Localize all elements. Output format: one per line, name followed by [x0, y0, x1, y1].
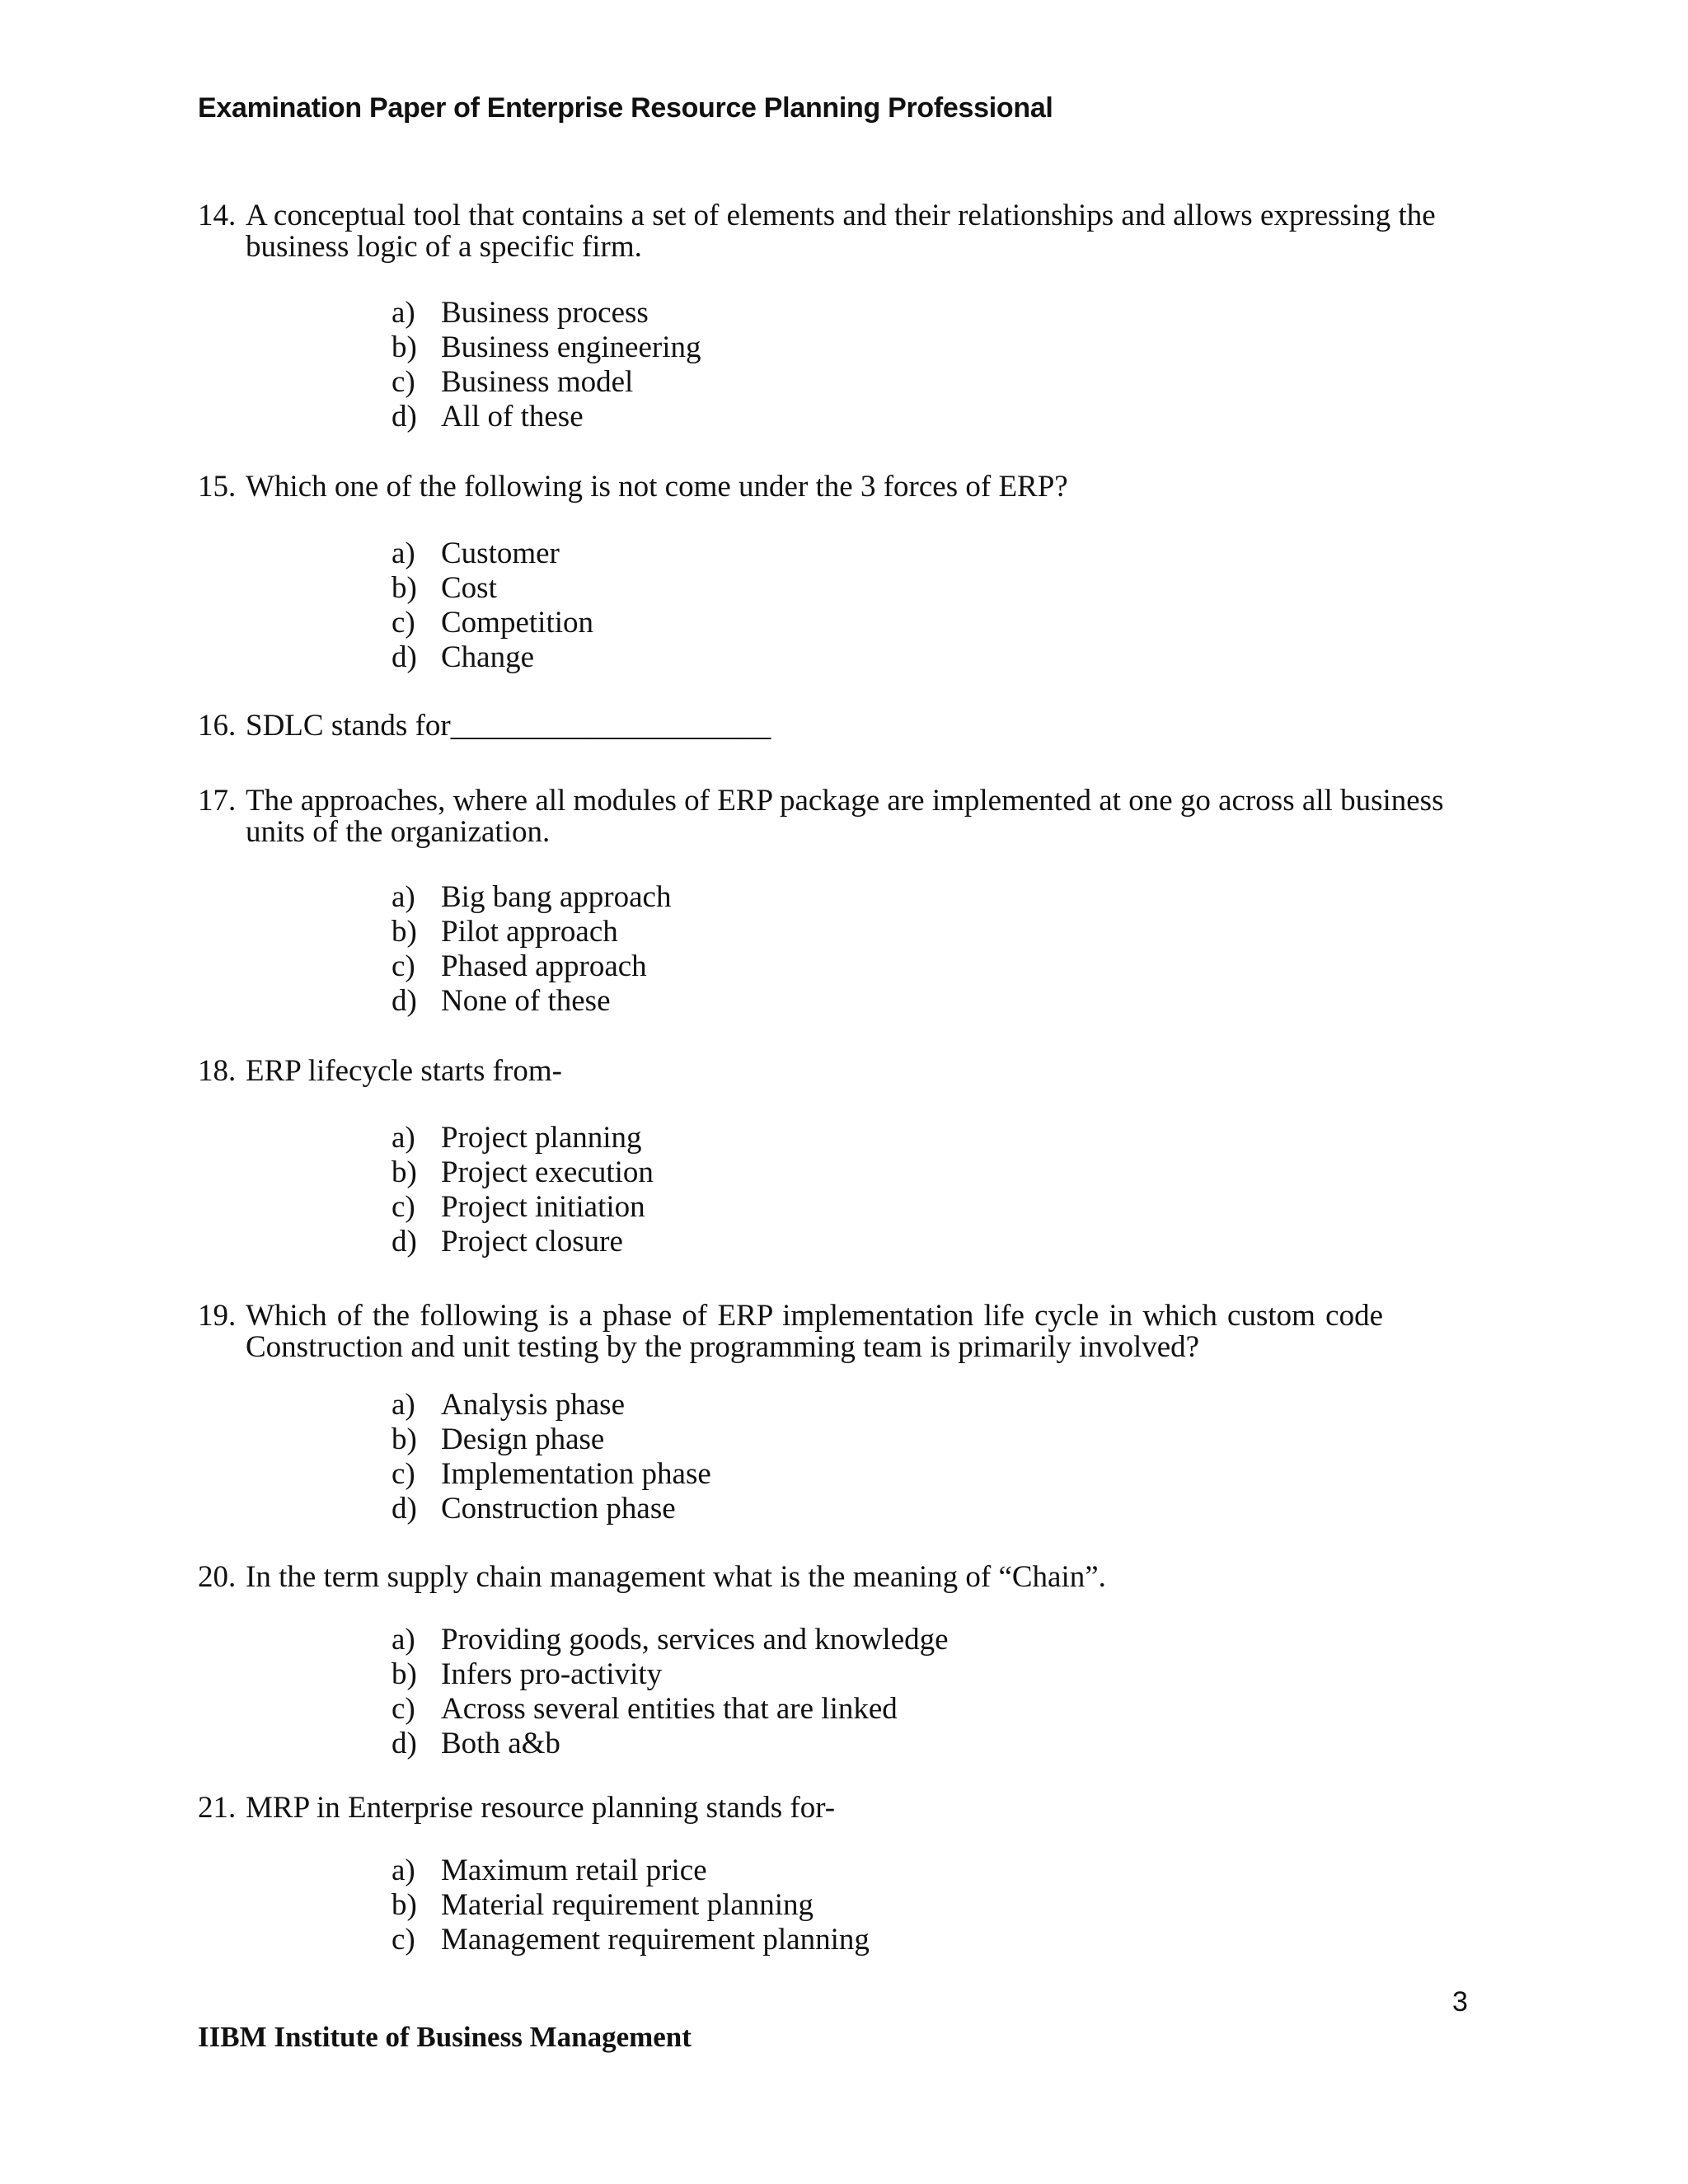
option-letter: c)	[392, 365, 415, 399]
option-text: Business engineering	[441, 330, 701, 364]
option-text: Implementation phase	[441, 1457, 711, 1491]
option-text: Management requirement planning	[441, 1923, 870, 1957]
question-text: ERP lifecycle starts from-	[246, 1054, 562, 1088]
question-number: 19.	[198, 1299, 237, 1333]
question-20	[198, 1562, 1451, 1593]
option-text: Phased approach	[441, 949, 647, 983]
page-header-title: Examination Paper of Enterprise Resource Planning Professional	[198, 92, 1053, 124]
option-text: Construction phase	[441, 1492, 676, 1526]
question-number: 17.	[198, 784, 237, 818]
option-letter: b)	[392, 1888, 417, 1922]
option-text: Big bang approach	[441, 880, 672, 914]
option-letter: b)	[392, 571, 417, 605]
question-21	[198, 1793, 1451, 1824]
option-text: Analysis phase	[441, 1388, 625, 1422]
question-number: 14.	[198, 199, 237, 232]
option-text: Change	[441, 640, 535, 674]
option-text: All of these	[441, 400, 584, 434]
option-text: Design phase	[441, 1422, 605, 1456]
option-text: Project execution	[441, 1155, 654, 1189]
option-letter: c)	[392, 1692, 415, 1726]
option-letter: c)	[392, 1923, 415, 1957]
option-letter: a)	[392, 1623, 415, 1657]
question-number: 21.	[198, 1791, 237, 1825]
option-letter: d)	[392, 400, 417, 434]
option-letter: b)	[392, 915, 417, 949]
question-text: A conceptual tool that contains a set of elements and their relationships and allows expressing the business logic of a specific firm.	[246, 199, 1436, 264]
question-15	[198, 471, 1451, 503]
option-text: Competition	[441, 606, 593, 640]
option-letter: c)	[392, 606, 415, 640]
question-17	[198, 785, 1451, 848]
question-text: MRP in Enterprise resource planning stands for-	[246, 1791, 836, 1825]
option-letter: b)	[392, 1155, 417, 1189]
option-text: Both a&b	[441, 1727, 560, 1760]
question-text: Which one of the following is not come under the 3 forces of ERP?	[246, 470, 1068, 504]
option-text: Pilot approach	[441, 915, 618, 949]
option-text: Infers pro-activity	[441, 1657, 663, 1691]
option-text: Providing goods, services and knowledge	[441, 1623, 949, 1657]
option-letter: c)	[392, 1457, 415, 1491]
option-letter: a)	[392, 537, 415, 570]
option-text: Project planning	[441, 1121, 642, 1155]
option-text: Maximum retail price	[441, 1854, 707, 1887]
option-text: None of these	[441, 984, 611, 1018]
page-number: 3	[1452, 1986, 1468, 2018]
option-text: Across several entities that are linked	[441, 1692, 898, 1726]
option-text: Business model	[441, 365, 634, 399]
option-letter: b)	[392, 1422, 417, 1456]
option-text: Project closure	[441, 1225, 623, 1258]
question-number: 18.	[198, 1054, 237, 1088]
option-letter: a)	[392, 880, 415, 914]
option-text: Material requirement planning	[441, 1888, 814, 1922]
footer-institute: IIBM Institute of Business Management	[198, 2021, 692, 2053]
option-letter: c)	[392, 949, 415, 983]
question-text: Which of the following is a phase of ERP implementation life cycle in which custom code Construction and unit testing by the programming team is primarily involved?	[246, 1299, 1383, 1364]
option-letter: d)	[392, 984, 417, 1018]
question-text: SDLC stands for_____________________	[246, 709, 771, 743]
question-19	[198, 1301, 1451, 1363]
option-letter: a)	[392, 1854, 415, 1887]
question-number: 20.	[198, 1560, 237, 1594]
option-letter: b)	[392, 1657, 417, 1691]
question-number: 16.	[198, 709, 237, 743]
option-text: Business process	[441, 296, 649, 330]
question-text: In the term supply chain management what is the meaning of “Chain”.	[246, 1560, 1106, 1594]
option-letter: d)	[392, 1225, 417, 1258]
question-number: 15.	[198, 470, 237, 504]
question-18	[198, 1056, 1451, 1087]
question-text: The approaches, where all modules of ERP package are implemented at one go across all business units of the organization.	[246, 784, 1444, 849]
question-14	[198, 200, 1451, 263]
option-letter: a)	[392, 1388, 415, 1422]
option-text: Cost	[441, 571, 497, 605]
option-letter: c)	[392, 1190, 415, 1224]
option-letter: b)	[392, 330, 417, 364]
option-text: Customer	[441, 537, 560, 570]
option-text: Project initiation	[441, 1190, 645, 1224]
option-letter: a)	[392, 1121, 415, 1155]
option-letter: a)	[392, 296, 415, 330]
option-letter: d)	[392, 1492, 417, 1526]
question-16	[198, 710, 1451, 742]
option-letter: d)	[392, 640, 417, 674]
option-letter: d)	[392, 1727, 417, 1760]
